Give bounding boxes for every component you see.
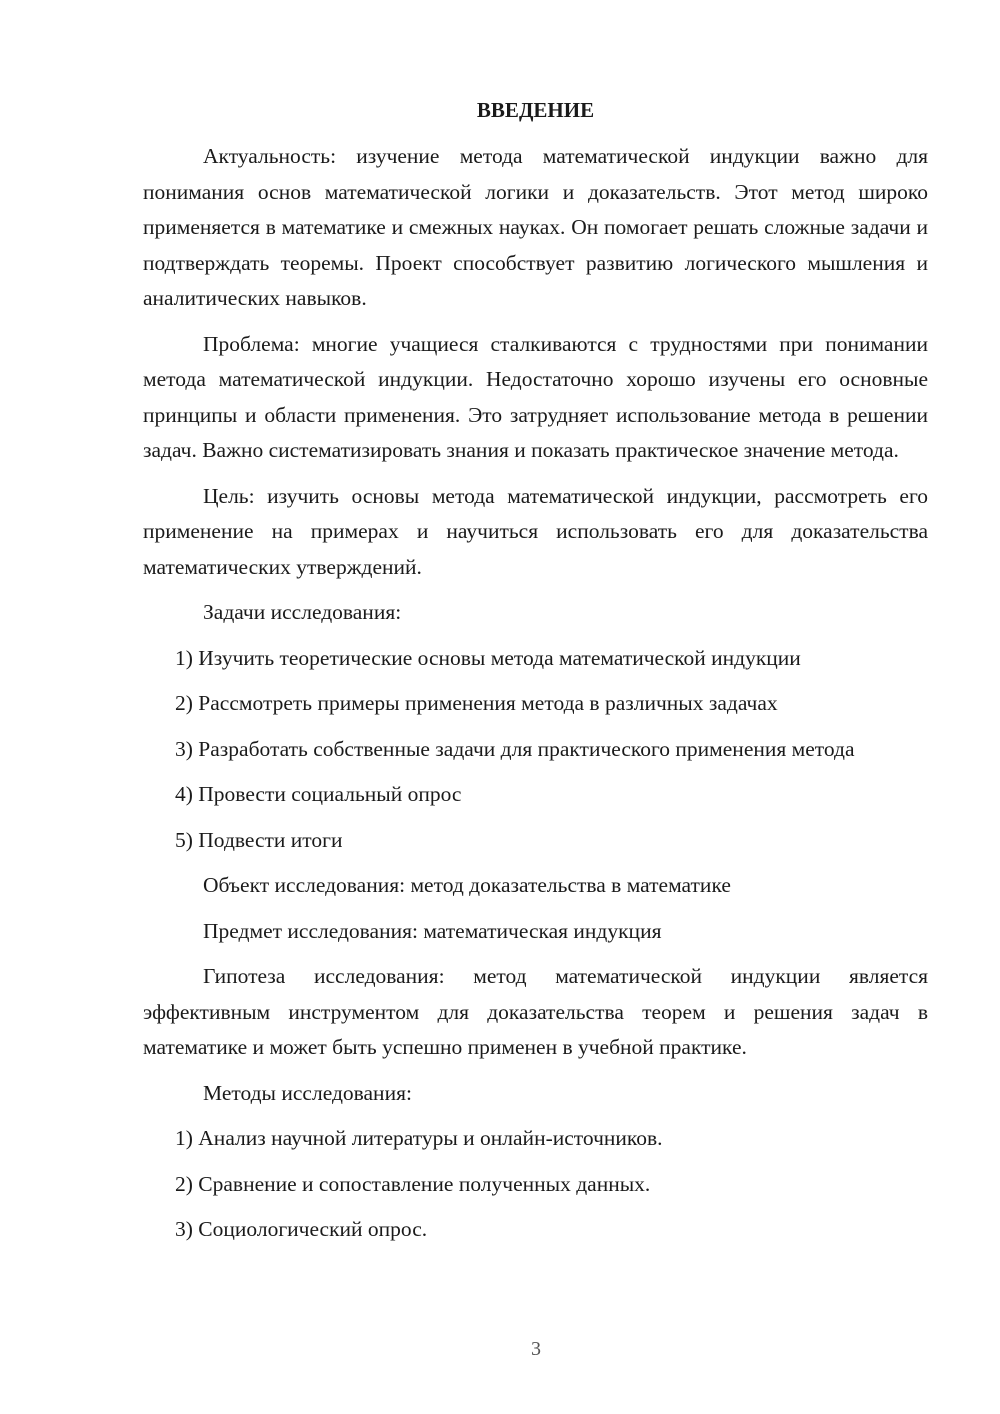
method-item: 1) Анализ научной литературы и онлайн-источников. bbox=[175, 1126, 663, 1150]
research-object: Объект исследования: метод доказательства в математике bbox=[203, 873, 731, 897]
method-item: 2) Сравнение и сопоставление полученных данных. bbox=[175, 1171, 651, 1196]
page-content bbox=[143, 94, 928, 1258]
relevance-paragraph: Актуальность: изучение метода математической индукции важно для понимания основ математической логики и доказательств. Этот метод широко применяется в математике и смежных науках. Он помогает решать сложные задачи и подтверждать теоремы. Проект способствует развитию логического мышления и аналитических навыков. bbox=[143, 144, 928, 310]
method-item: 3) Социологический опрос. bbox=[175, 1217, 428, 1241]
section-heading: ВВЕДЕНИЕ bbox=[476, 98, 595, 122]
task-item: 2) Рассмотреть примеры применения метода в различных задачах bbox=[175, 691, 778, 715]
goal-paragraph: Цель: изучить основы метода математической индукции, рассмотреть его применение на примерах и научиться использовать его для доказательства математических утверждений. bbox=[143, 483, 928, 579]
tasks-title: Задачи исследования: bbox=[203, 600, 402, 624]
task-item: 5) Подвести итоги bbox=[175, 827, 343, 852]
research-subject: Предмет исследования: математическая индукция bbox=[203, 918, 662, 943]
problem-paragraph: Проблема: многие учащиеся сталкиваются с трудностями при понимании метода математической индукции. Недостаточно хорошо изучены его основные принципы и области применения. Это затрудняет использование метода в решении задач. Важно систематизировать знания и показать практическое значение метода. bbox=[143, 331, 928, 462]
hypothesis-paragraph: Гипотеза исследования: метод математической индукции является эффективным инструментом для доказательства теорем и решения задач в математике и может быть успешно применен в учебной практике. bbox=[143, 964, 928, 1059]
task-item: 4) Провести социальный опрос bbox=[175, 782, 462, 806]
methods-title: Методы исследования: bbox=[203, 1080, 412, 1105]
page-number: 3 bbox=[531, 1338, 541, 1360]
task-item: 1) Изучить теоретические основы метода математической индукции bbox=[175, 645, 801, 670]
task-item: 3) Разработать собственные задачи для практического применения метода bbox=[175, 736, 855, 761]
